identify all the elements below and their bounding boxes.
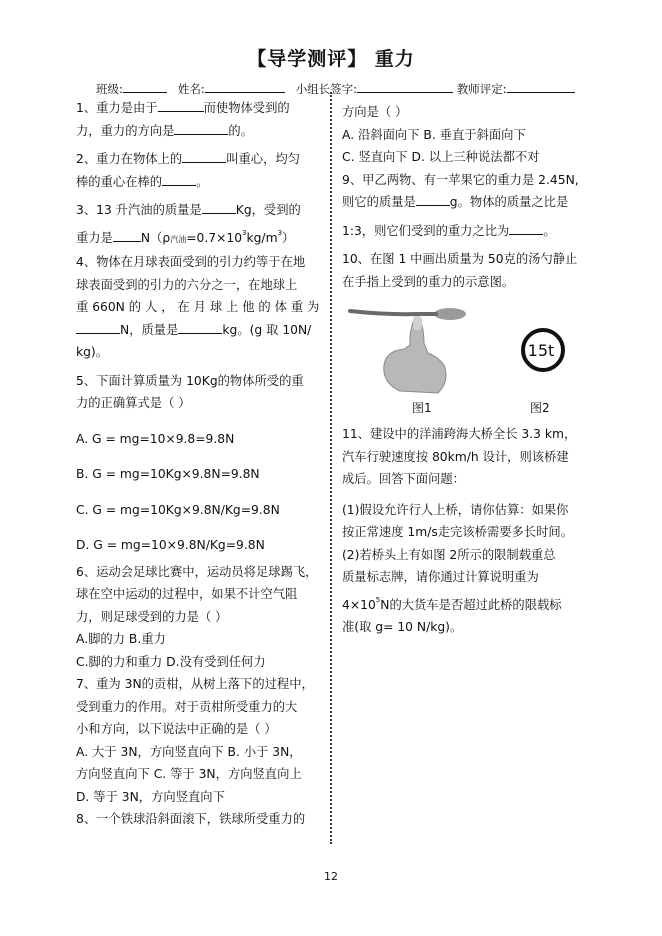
figures: [342, 293, 588, 423]
leader-label: 小组长签字:: [295, 82, 358, 96]
question-1: 1、重力是由于 而使物体受到的: [76, 97, 322, 120]
answer-blank[interactable]: [162, 171, 196, 186]
column-divider: [330, 92, 332, 844]
fingertip: [413, 316, 422, 330]
teacher-blank[interactable]: [507, 80, 575, 93]
load-limit-sign-figure: [520, 327, 566, 373]
answer-blank[interactable]: [158, 97, 204, 112]
question-5: 5、下面计算质量为 10Kg的物体所受的重: [76, 373, 304, 388]
question-3: 3、13 升汽油的质量是 Kg，受到的: [76, 199, 322, 222]
question-8: 8、一个铁球沿斜面滚下，铁球所受重力的: [76, 812, 306, 826]
name-label: 姓名:: [177, 82, 205, 96]
spoon-on-finger-figure: [346, 303, 476, 395]
answer-blank[interactable]: [182, 148, 226, 163]
question-6: 6、运动会足球比赛中，运动员将足球踢飞，: [76, 564, 318, 579]
question-4: 4、物体在月球表面受到的引力约等于在地: [76, 255, 306, 269]
question-9: 9、甲乙两物、有一苹果它的重力是 2.45N,: [342, 172, 579, 187]
answer-blank[interactable]: [113, 227, 141, 242]
answer-blank[interactable]: [174, 120, 228, 135]
answer-blank[interactable]: [202, 199, 236, 214]
class-label: 班级:: [96, 82, 123, 96]
name-blank[interactable]: [205, 80, 285, 93]
option-a: A. G = mg=10×9.8=9.8N: [76, 431, 235, 446]
answer-blank[interactable]: [178, 319, 222, 334]
figure-1-caption: 图1: [412, 401, 432, 415]
answer-blank[interactable]: [509, 220, 543, 235]
sign-text: 15t: [527, 341, 555, 360]
leader-blank[interactable]: [357, 80, 453, 93]
right-column: 方向是（ ） A. 沿斜面向下 B. 垂直于斜面向下 C. 竖直向下 D. 以上三种说法都不对 9、甲乙两物、有一苹果它的重力是 2.45N, 则它的质量是 g。物体的质量之比是 1:3，则它们受到的重力之比为 。 10、在图 1 中画出质量为 50克的汤勺静止 在手指上受到的重力的示意图。 15t 图1 图2 11、建设中的洋浦跨海大桥全长 3.3 km， 汽车行驶速度按 80km/h 设计，则该桥建 成后。回答下面问题： (1)假设允许行人上桥，请你估算：如果你 按正常速度 1m/s走完该桥需要多长时间。 (2)若桥头上有如图 2所示的限制载重总 质量标志牌，请你通过计算说明重为 $4\times 10^5N$的大货车是否超过此桥的限载标 准(取 g= 10 N/kg)。: [342, 97, 588, 639]
page-number: 12: [324, 870, 338, 883]
hand-shape: [384, 319, 446, 393]
class-blank[interactable]: [123, 80, 167, 93]
student-info-line: [96, 80, 575, 97]
option-b: B. G = mg=10Kg×9.8N=9.8N: [76, 467, 260, 481]
question-10: 10、在图 1 中画出质量为 50克的汤勺静止: [342, 252, 578, 266]
question-7: 7、重为 3N的贡柑，从树上落下的过程中，: [76, 677, 314, 691]
spoon-bowl: [434, 308, 466, 320]
teacher-label: 教师评定:: [456, 82, 507, 96]
answer-blank[interactable]: [76, 319, 120, 334]
option-d: D. G = mg=10×9.8N/Kg=9.8N: [76, 538, 265, 552]
page-title: 【导学测评】 重力: [247, 48, 415, 70]
question-11: 11、建设中的洋浦跨海大桥全长 3.3 km，: [342, 427, 577, 441]
answer-blank[interactable]: [416, 191, 450, 206]
option-c: C. G = mg=10Kg×9.8N/Kg=9.8N: [76, 502, 280, 517]
left-column: 1、重力是由于 而使物体受到的 力，重力的方向是 的。 2、重力在物体上的 叫重心，均匀 棒的重心在棒的 。 3、13 升汽油的质量是 Kg，受到的 重力是 N（ρ汽油$=0.7\times 10^3kg/m^3$） 4、物体在月球表面受到的引力约等于在地 球表面受到的引力的六分之一，在地球上 重 660N 的 人 ， 在 月 球 上 他 的 体 重 为 N，质量是 kg。(g 取 10N/ kg)。 5、下面计算质量为 10Kg的物体所受的重 力的正确算式是（ ） A. G = mg=10×9.8=9.8N B. G = mg=10Kg×9.8N=9.8N C. G = mg=10Kg×9.8N/Kg=9.8N D. G = mg=10×9.8N/Kg=9.8N 6、运动会足球比赛中，运动员将足球踢飞， 球在空中运动的过程中，如果不计空气阻 力，则足球受到的力是（ ） A.脚的力 B.重力 C.脚的力和重力 D.没有受到任何力 7、重为 3N的贡柑，从树上落下的过程中， 受到重力的作用。对于贡柑所受重力的大 小和方向，以下说法中正确的是（ ） A. 大于 3N，方向竖直向下 B. 小于 3N， 方向竖直向下 C. 等于 3N，方向竖直向上 D. 等于 3N，方向竖直向下 8、一个铁球沿斜面滚下，铁球所受重力的: [76, 97, 322, 831]
question-2: 2、重力在物体上的 叫重心，均匀: [76, 148, 322, 171]
figure-2-caption: 图2: [530, 401, 550, 415]
spoon-handle: [350, 311, 436, 314]
